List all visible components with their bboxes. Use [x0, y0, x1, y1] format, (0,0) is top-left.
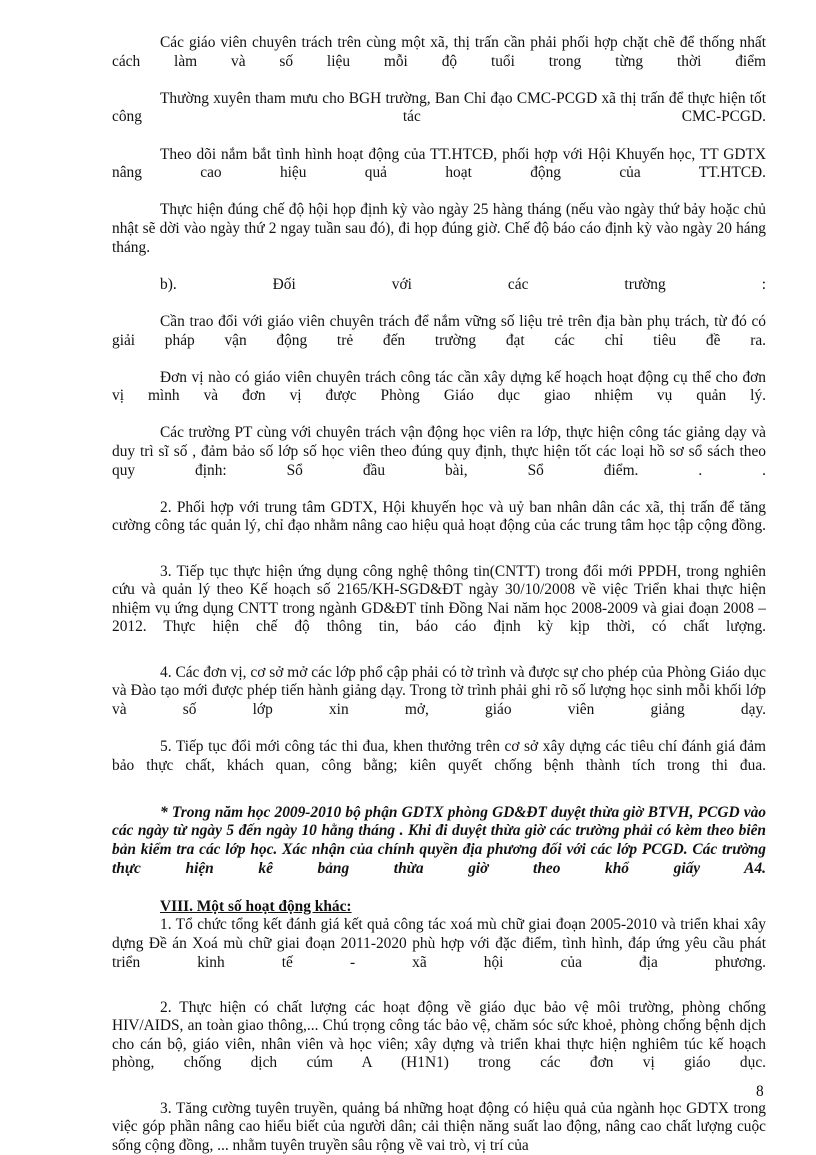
subheading-schools: b). Đối với các trường :: [160, 275, 766, 293]
paragraph: Các trường PT cùng với chuyên trách vận động học viên ra lớp, thực hiện công tác giảng dạy và duy trì sĩ số , đảm bảo số lớp số học viên theo đúng quy định, thực hiện tốt các loại hồ sơ sổ sách theo quy định: Sổ đầu bài, Sổ điểm. . .: [112, 424, 766, 479]
page-number: 8: [756, 1083, 764, 1100]
paragraph: Thường xuyên tham mưu cho BGH trường, Ban Chỉ đạo CMC-PCGD xã thị trấn để thực hiện tốt công tác CMC-PCGD.: [112, 89, 766, 126]
paragraph: Đơn vị nào có giáo viên chuyên trách công tác cần xây dựng kế hoạch hoạt động cụ thể cho đơn vị mình và đơn vị được Phòng Giáo dục giao nhiệm vụ quản lý.: [112, 368, 766, 405]
note-bold-italic: * Trong năm học 2009-2010 bộ phận GDTX phòng GD&ĐT duyệt thừa giờ BTVH, PCGD vào các ngày từ ngày 5 đến ngày 10 hằng tháng . Khi đi duyệt thừa giờ các trường phải có kèm theo biên bản kiểm tra các lớp học. Xác nhận của chính quyền địa phương đối với các lớp PCGD. Các trường thực hiện kê bảng thừa giờ theo khổ giấy A4.: [112, 803, 766, 877]
paragraph-cntt: 3. Tiếp tục thực hiện ứng dụng công nghệ thông tin(CNTT) trong đổi mới PPDH, trong nghiên cứu và quản lý theo Kế hoạch số 2165/KH-SGD&ĐT ngày 30/10/2008 về việc Triển khai thực hiện nhiệm vụ ứng dụng CNTT trong ngành GD&ĐT tỉnh Đồng Nai năm học 2008-2009 và giai đoạn 2008 – 2012. Thực hiện chế độ thông tin, báo cáo định kỳ kịp thời, có chất lượng.: [112, 562, 766, 636]
section-paragraph-2: 2. Thực hiện có chất lượng các hoạt động về giáo dục bảo vệ môi trường, phòng chống HIV/AIDS, an toàn giao thông,... Chú trọng công tác bảo vệ, chăm sóc sức khoẻ, phòng chống bệnh dịch cho cán bộ, giáo viên, nhân viên và học viên; xây dựng và triển khai thực hiện nghiêm túc kế hoạch phòng, chống dịch cúm A (H1N1) trong các đơn vị giáo dục.: [112, 998, 766, 1072]
paragraph: 2. Phối hợp với trung tâm GDTX, Hội khuyến học và uỷ ban nhân dân các xã, thị trấn để tăng cường công tác quản lý, chỉ đạo nhằm nâng cao hiệu quả hoạt động của các trung tâm học tập cộng đồng.: [112, 498, 766, 535]
section-heading-viii: VIII. Một số hoạt động khác:: [160, 897, 352, 915]
paragraph-4: 4. Các đơn vị, cơ sở mở các lớp phổ cập phải có tờ trình và được sự cho phép của Phòng Giáo dục và Đào tạo mới được phép tiến hành giảng dạy. Trong tờ trình phải ghi rõ số lượng học sinh mỗi khối lớp và số lớp xin mở, giáo viên giảng dạy.: [112, 663, 766, 718]
section-paragraph-1: 1. Tổ chức tổng kết đánh giá kết quả công tác xoá mù chữ giai đoạn 2005-2010 và triển khai xây dựng Đề án Xoá mù chữ giai đoạn 2011-2020 phù hợp với đặc điểm, tình hình, đáp ứng yêu cầu phát triển kinh tế - xã hội của địa phương.: [112, 916, 766, 971]
paragraph: Theo dõi nắm bắt tình hình hoạt động của TT.HTCĐ, phối hợp với Hội Khuyến học, TT GDTX nâng cao hiệu quả hoạt động của TT.HTCĐ.: [112, 145, 766, 182]
document-page: [112, 34, 766, 1155]
section-paragraph-3: 3. Tăng cường tuyên truyền, quảng bá những hoạt động có hiệu quả của ngành học GDTX trong việc góp phần nâng cao hiểu biết của người dân; cải thiện năng suất lao động, nâng cao chất lượng cuộc sống cộng đồng, ... nhằm tuyên truyền sâu rộng về vai trò, vị trí của: [112, 1099, 766, 1154]
paragraph: Thực hiện đúng chế độ hội họp định kỳ vào ngày 25 hàng tháng (nếu vào ngày thứ bảy hoặc chủ nhật sẽ dời vào ngày thứ 2 ngay tuần sau đó), đi họp đúng giờ. Chế độ báo cáo định kỳ vào ngày 20 háng tháng.: [112, 201, 766, 256]
paragraph: Các giáo viên chuyên trách trên cùng một xã, thị trấn cần phải phối hợp chặt chẽ để thống nhất cách làm và số liệu mỗi độ tuổi trong từng thời điểm: [112, 34, 766, 70]
paragraph: Cần trao đổi với giáo viên chuyên trách để nắm vững số liệu trẻ trên địa bàn phụ trách, từ đó có giải pháp vận động trẻ đến trường đạt các chỉ tiêu đề ra.: [112, 312, 766, 349]
paragraph-5: 5. Tiếp tục đổi mới công tác thi đua, khen thưởng trên cơ sở xây dựng các tiêu chí đánh giá đảm bảo thực chất, khách quan, công bằng; kiên quyết chống bệnh thành tích trong thi đua.: [112, 737, 766, 774]
